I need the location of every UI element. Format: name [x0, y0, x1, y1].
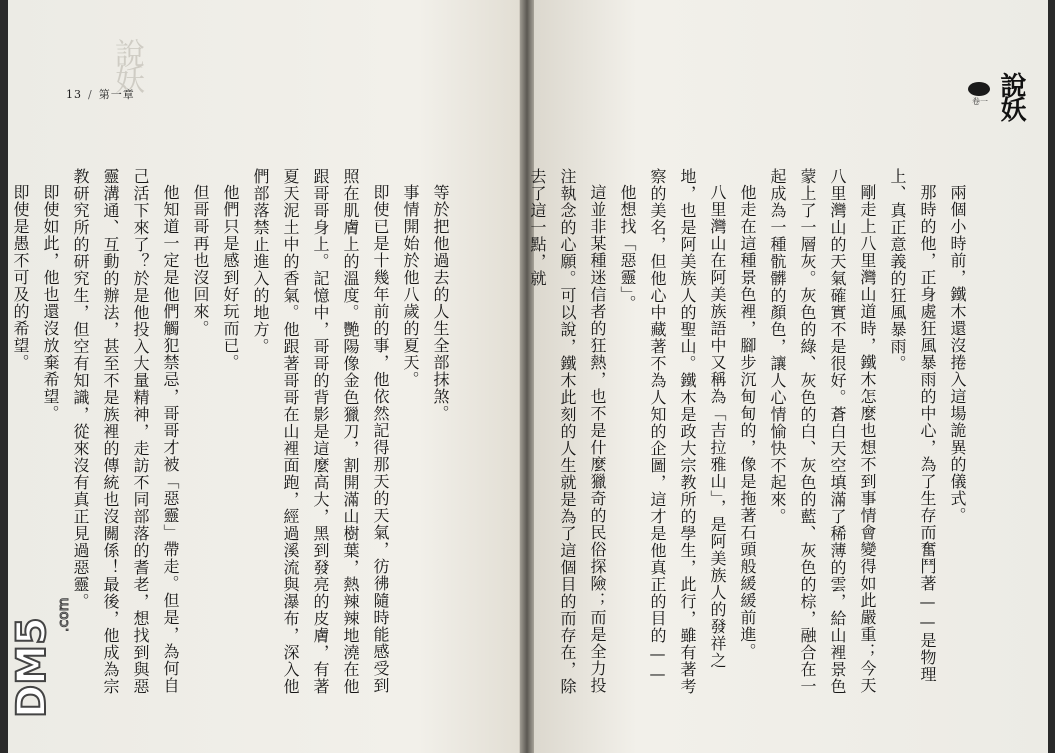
- dm5-watermark-logo: [9, 590, 98, 720]
- running-head: 13 / 第一章: [66, 88, 135, 101]
- paragraph: 這並非某種迷信者的狂熱，也不是什麼獵奇的民俗探險；而是全力投注執念的心願。可以說，鐵木此刻的人生就是為了這個目的而存在，除去了這一點，就: [528, 168, 607, 695]
- paragraph: 他想找「惡靈」。: [618, 184, 637, 312]
- paragraph: 即使已是十幾年前的事，他依然記得那天的天氣，彷彿隨時能感受到照在肌膚上的溫度。艷陽像金色獵刀，割開滿山樹葉，熱辣辣地澆在他跟哥哥身上。記憶中，哥哥的背影是這麼高大，黑到發亮的皮膚，有著夏天泥土中的香氣。他跟著哥哥在山裡面跑，經過溪流與瀑布，深入他們部落禁止進入的地方。: [251, 168, 390, 695]
- bleed-through-logo: 說妖: [109, 38, 144, 90]
- book-title: 說妖: [996, 72, 1026, 120]
- volume-label: 卷一: [972, 97, 988, 106]
- watermark-icon: [9, 590, 98, 720]
- chapter-label: 第一章: [98, 88, 135, 101]
- paragraph: 即使是愚不可及的希望。: [11, 184, 30, 371]
- paragraph: 但哥哥再也沒回來。: [191, 184, 210, 337]
- paragraph: 八里灣山在阿美族語中又稱為「吉拉雅山」，是阿美族人的發祥之地，也是阿美族人的聖山。鐵木是政大宗教所的學生，此行，雖有著考察的美名，但他心中藏著不為人知的企圖，這才是他真正的目的——: [648, 168, 727, 695]
- paragraph: 剛走上八里灣山道時，鐵木怎麼也想不到事情會變得如此嚴重；今天八里灣山的天氣確實不是很好。蒼白天空填滿了稀薄的雲，給山裡景色蒙上了一層灰。灰色的綠、灰色的白、灰色的藍、灰色的棕，融合在一起成為一種骯髒的顏色，讓人心情愉快不起來。: [768, 168, 877, 695]
- right-page: [528, 0, 1048, 753]
- paragraph: 等於把他過去的人生全部抹煞。: [431, 184, 450, 422]
- paragraph: 他走在這種景色裡，腳步沉甸甸的，像是拖著石頭般緩緩前進。: [738, 184, 757, 660]
- watermark-text: DM5: [9, 617, 55, 718]
- paragraph: 即使如此，他也還沒放棄希望。: [41, 184, 60, 422]
- page-number: 13: [66, 88, 82, 101]
- right-text-block: [522, 168, 972, 698]
- paragraph: 那時的他，正身處狂風暴雨的中心，為了生存而奮鬥著——是物理上、真正意義的狂風暴雨。: [888, 168, 937, 683]
- paragraph: [0, 168, 5, 698]
- paragraph: 他知道一定是他們觸犯禁忌，哥哥才被「惡靈」帶走。但是，為何自己活下來了？於是他投入大量精神，走訪不同部落的耆老，想找到與惡靈溝通、互動的辦法，甚至不是族裡的傳統也沒關係！最後，他成為宗教研究所的研究生，但空有知識，從來沒有真正見過惡靈。: [71, 168, 180, 695]
- paragraph: 事情開始於他八歲的夏天。: [401, 184, 420, 388]
- ink-blot-icon: [968, 82, 990, 96]
- paragraph: 兩個小時前，鐵木還沒捲入這場詭異的儀式。: [948, 184, 967, 524]
- left-page: [8, 0, 520, 753]
- watermark-suffix: .com: [56, 597, 72, 632]
- paragraph: 他們只是感到好玩而已。: [221, 184, 240, 371]
